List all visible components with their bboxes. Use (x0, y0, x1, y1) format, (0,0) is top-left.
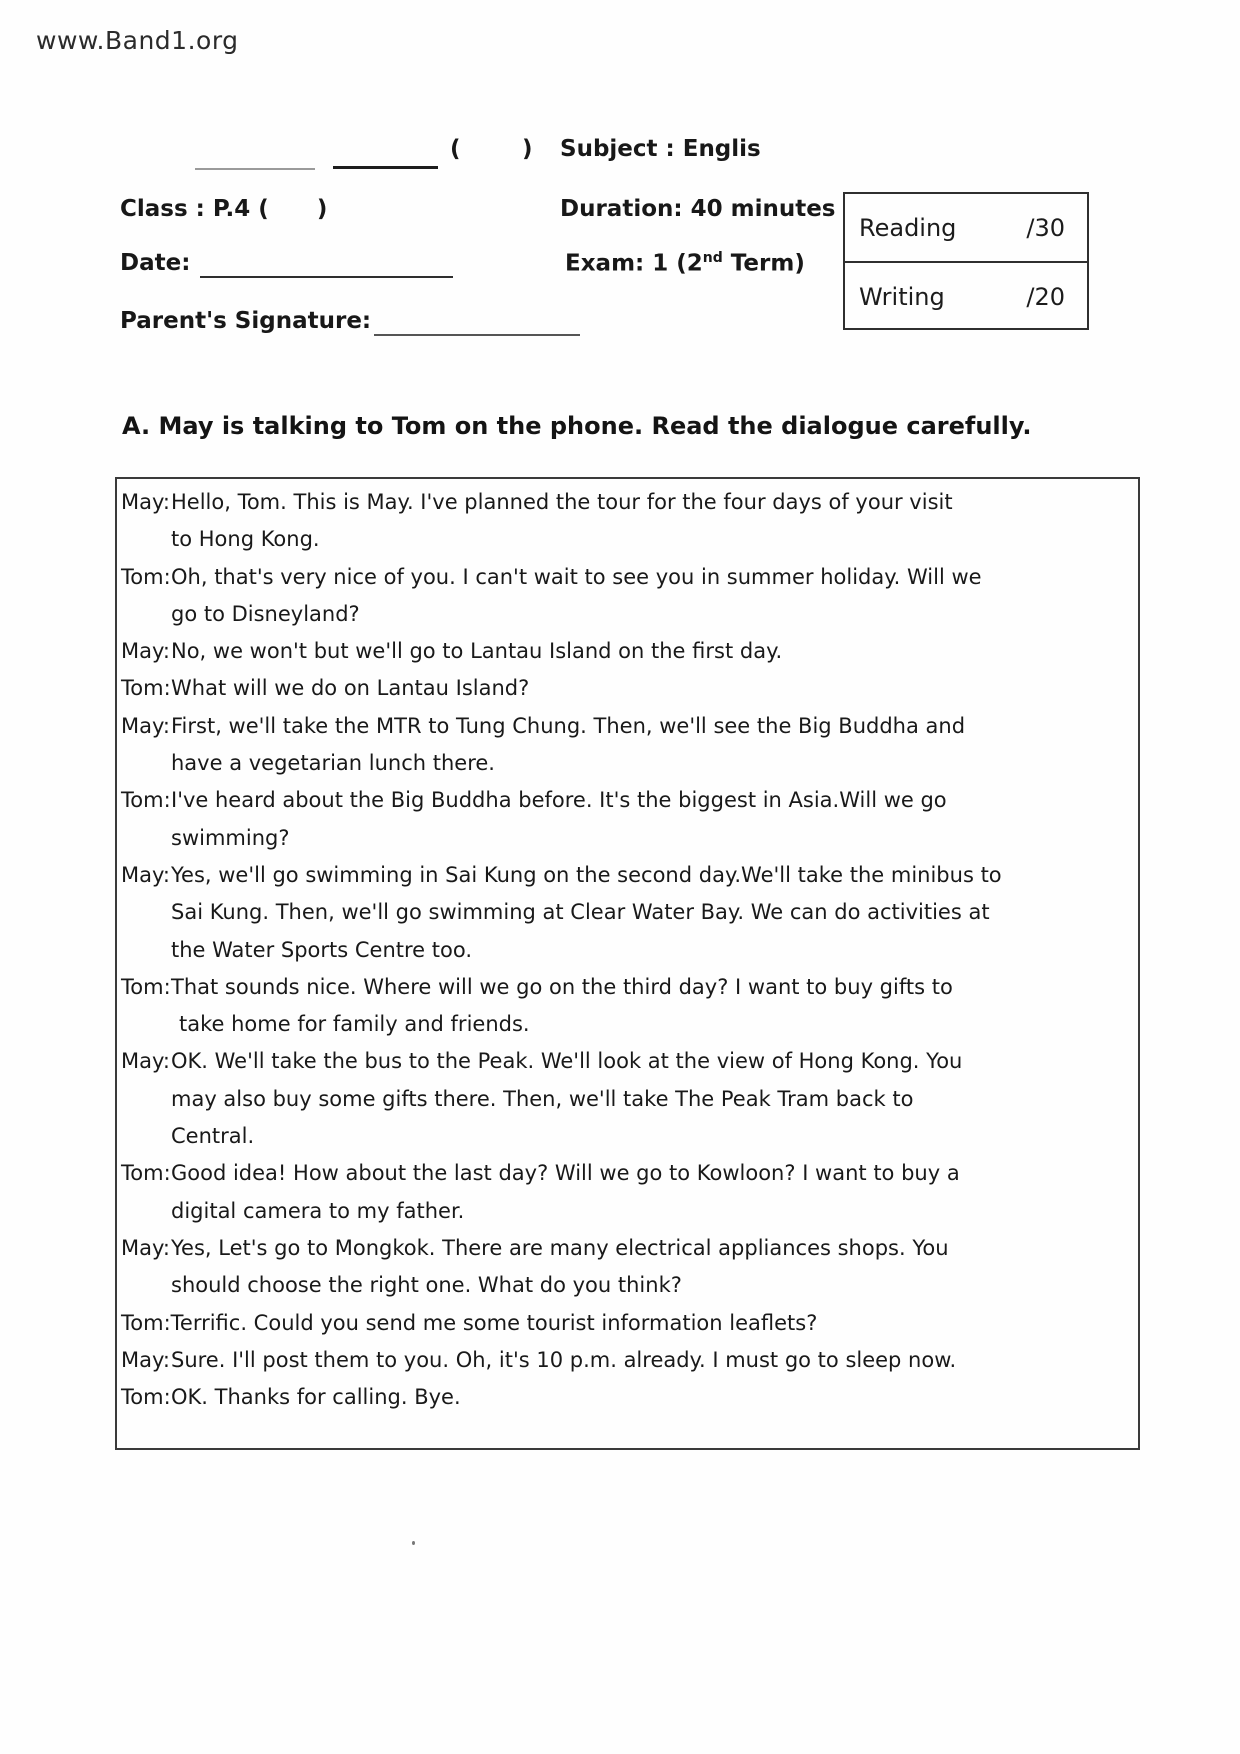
speaker-label: May: (121, 1347, 170, 1372)
dialogue-text: Terrific. Could you send me some tourist information leaflets? (170, 1310, 818, 1335)
dialogue-line (117, 596, 1138, 633)
dialogue-line (117, 1342, 1138, 1379)
dialogue-text: take home for family and friends. (179, 1012, 530, 1037)
speaker-label (121, 894, 171, 931)
dialogue-line (117, 708, 1138, 745)
speaker-label: Tom: (121, 564, 171, 589)
speaker-label (121, 1081, 171, 1118)
speaker-label: Tom: (121, 1385, 171, 1410)
dialogue-text: Yes, we'll go swimming in Sai Kung on the second day.We'll take the minibus to (171, 862, 1002, 887)
dialogue-text: Hello, Tom. This is May. I've planned the tour for the four days of your visit (171, 490, 953, 514)
dialogue-box (115, 477, 1140, 1450)
dialogue-line (117, 1230, 1138, 1267)
dialogue-text: Central. (171, 1124, 255, 1149)
dialogue-text: swimming? (171, 825, 290, 850)
speaker-label: May: (121, 639, 170, 664)
parent-signature-label: Parent's Signature: (120, 308, 372, 334)
speaker-label: Tom: (121, 974, 171, 999)
name-blank-line-2 (333, 166, 438, 169)
dialogue-line (117, 1267, 1138, 1304)
speaker-label: May: (121, 862, 170, 887)
speaker-label: Tom: (121, 1161, 171, 1186)
speaker-label: May: (121, 1235, 170, 1260)
exam-label (565, 250, 805, 278)
dialogue-line (117, 1043, 1138, 1080)
subject-label: Subject : Englis (560, 136, 761, 162)
dialogue-text: should choose the right one. What do you think? (171, 1273, 682, 1298)
dialogue-line (117, 857, 1138, 894)
dialogue-line (117, 894, 1138, 931)
signature-blank-line (374, 334, 580, 336)
dialogue-text: have a vegetarian lunch there. (171, 751, 495, 776)
dialogue-line (117, 484, 1138, 521)
speaker-label (121, 1118, 171, 1155)
dialogue-line (117, 1006, 1138, 1043)
duration-label: Duration: 40 minutes (560, 196, 836, 222)
dialogue-line (117, 745, 1138, 782)
class-number-paren-close: ) (522, 136, 533, 162)
dialogue-line (117, 1193, 1138, 1230)
exam-label-prefix: Exam: 1 (2 (565, 250, 703, 277)
speaker-label: May: (121, 713, 170, 738)
writing-max-score: /20 (1026, 282, 1065, 311)
speaker-label (121, 1006, 171, 1043)
dialogue-line (117, 670, 1138, 707)
writing-label: Writing (859, 282, 945, 311)
speaker-label (121, 596, 171, 633)
scan-speck (412, 1541, 415, 1545)
date-label: Date: (120, 250, 191, 276)
speaker-label (121, 1267, 171, 1304)
score-row-writing (845, 261, 1087, 330)
dialogue-line (117, 559, 1138, 596)
name-blank-line (195, 168, 315, 170)
speaker-label (121, 521, 171, 558)
dialogue-line (117, 932, 1138, 969)
dialogue-text: digital camera to my father. (171, 1198, 465, 1223)
dialogue-line (117, 1379, 1138, 1416)
score-box (843, 192, 1089, 330)
dialogue-line (117, 1118, 1138, 1155)
exam-label-suffix: Term) (722, 250, 805, 277)
reading-label: Reading (859, 213, 957, 242)
dialogue-line (117, 820, 1138, 857)
watermark-url: www.Band1.org (36, 26, 239, 55)
dialogue-text: to Hong Kong. (171, 527, 320, 552)
dialogue-text: OK. Thanks for calling. Bye. (171, 1385, 461, 1410)
dialogue-text: No, we won't but we'll go to Lantau Island on the first day. (171, 639, 783, 664)
dialogue-text: OK. We'll take the bus to the Peak. We'll look at the view of Hong Kong. You (171, 1049, 963, 1074)
speaker-label: May: (121, 1049, 170, 1074)
dialogue-text: That sounds nice. Where will we go on the third day? I want to buy gifts to (171, 974, 953, 999)
class-number-paren-open: ( (450, 136, 461, 162)
dialogue-text: go to Disneyland? (171, 601, 360, 626)
dialogue-line (117, 1081, 1138, 1118)
speaker-label: Tom: (121, 1310, 171, 1335)
dialogue-text: Good idea! How about the last day? Will we go to Kowloon? I want to buy a (171, 1161, 960, 1186)
class-label: Class : P.4 ( ) (120, 196, 328, 222)
speaker-label (121, 820, 171, 857)
dialogue-text: First, we'll take the MTR to Tung Chung. Then, we'll see the Big Buddha and (171, 713, 966, 738)
dialogue-text: Sure. I'll post them to you. Oh, it's 10 p.m. already. I must go to sleep now. (171, 1347, 957, 1372)
dialogue-text: may also buy some gifts there. Then, we'll take The Peak Tram back to (171, 1086, 914, 1111)
dialogue-text: Sai Kung. Then, we'll go swimming at Clear Water Bay. We can do activities at (171, 900, 990, 925)
dialogue-text: What will we do on Lantau Island? (171, 676, 530, 701)
dialogue-text: Oh, that's very nice of you. I can't wait to see you in summer holiday. Will we (171, 564, 982, 589)
dialogue-line (117, 1305, 1138, 1342)
date-blank-line (200, 276, 453, 278)
dialogue-line (117, 1155, 1138, 1192)
dialogue-line (117, 782, 1138, 819)
dialogue-line (117, 633, 1138, 670)
speaker-label: Tom: (121, 676, 171, 701)
reading-max-score: /30 (1026, 213, 1065, 242)
dialogue-text: I've heard about the Big Buddha before. It's the biggest in Asia.Will we go (171, 788, 947, 813)
dialogue-line (117, 521, 1138, 558)
speaker-label (121, 1193, 171, 1230)
speaker-label: May: (121, 490, 170, 514)
score-row-reading (845, 194, 1087, 261)
exam-label-ordinal: nd (702, 250, 723, 266)
dialogue-text: the Water Sports Centre too. (171, 937, 473, 962)
section-a-heading: A. May is talking to Tom on the phone. Read the dialogue carefully. (122, 412, 1032, 440)
speaker-label: Tom: (121, 788, 171, 813)
dialogue-text: Yes, Let's go to Mongkok. There are many electrical appliances shops. You (171, 1235, 949, 1260)
speaker-label (121, 932, 171, 969)
speaker-label (121, 745, 171, 782)
dialogue-line (117, 969, 1138, 1006)
